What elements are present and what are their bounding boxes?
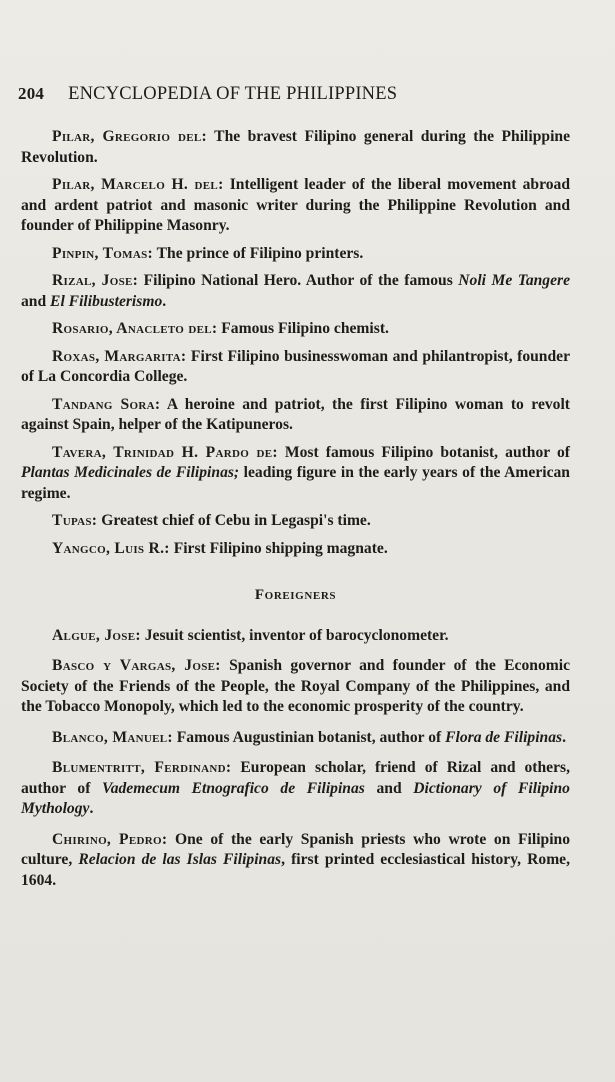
entry-text: First Filipino shipping magnate. [169, 539, 388, 557]
entry-work-title: Noli Me Tangere [458, 272, 571, 289]
entry-name: Basco y Vargas, Jose: [52, 657, 221, 674]
entry-name: Tandang Sora: [52, 395, 161, 413]
entry-pilar-gregorio [21, 127, 570, 168]
entry-name: Yangco, Luis R.: [52, 539, 170, 557]
entry-name: Blumentritt, Ferdinand: [52, 759, 232, 776]
entry-text: One of the early Spanish priests who wrote on Filipino culture, [21, 830, 571, 868]
entry-name: Tavera, Trinidad H. Pardo de: [52, 443, 278, 461]
entry-work-title: El Filibusterismo [50, 292, 163, 310]
entry-rosario [21, 319, 570, 340]
entry-name: Blanco, Manuel: [52, 728, 173, 746]
entry-text: Jesuit scientist, inventor of barocyclonometer. [140, 626, 449, 644]
header-title: ENCYCLOPEDIA OF THE PHILIPPINES [68, 84, 398, 104]
entry-tupas [21, 511, 570, 532]
page-number: 204 [18, 84, 45, 103]
entry-work-title: Flora de Filipinas [445, 728, 563, 746]
entry-text: Famous Filipino chemist. [217, 320, 389, 337]
entry-text: The bravest Filipino general during the Philippine Revolution. [21, 128, 570, 166]
entry-work-title: Relacion de las Islas Filipinas [78, 851, 282, 868]
entry-text: The prince of Filipino printers. [153, 244, 364, 262]
entry-name: Tupas: [52, 512, 98, 529]
entry-list [21, 127, 570, 901]
entry-blumentritt [21, 758, 570, 820]
entry-algue [21, 626, 570, 647]
entry-name: Pilar, Gregorio del: [52, 128, 207, 145]
entry-text: leading figure in the early years of the American regime. [21, 464, 570, 502]
entry-work-title: Dictionary of Filipino Mythology [21, 779, 570, 817]
entry-text: , first printed ecclesiastical history, Rome, 1604. [21, 851, 570, 889]
entry-text: Greatest chief of Cebu in Legaspi's time. [97, 512, 371, 529]
entry-name: Pilar, Marcelo H. del: [52, 176, 224, 193]
entry-text: A heroine and patriot, the first Filipino woman to revolt against Spain, helper of the Katipuneros. [21, 395, 570, 433]
entry-text: Filipino National Hero. Author of the famous [138, 272, 459, 289]
entry-text: . [562, 728, 566, 746]
entry-text: Spanish governor and founder of the Economic Society of the Friends of the People, the Royal Company of the Philippines, and the Tobacco Monopoly, which led to the economic prosperity of the country. [21, 657, 570, 715]
running-header [18, 84, 397, 105]
entry-text: and [21, 292, 51, 310]
entry-text: Most famous Filipino botanist, author of [277, 443, 570, 461]
entry-pinpin [21, 244, 570, 265]
entry-yangco [21, 539, 570, 560]
section-heading: Foreigners [254, 587, 337, 603]
entry-text: . [162, 292, 167, 310]
entry-work-title: Vademecum Etnografico de Filipinas [102, 779, 365, 797]
entry-work-title: Plantas Medicinales de Filipinas; [21, 464, 240, 481]
entry-name: Roxas, Margarita: [52, 347, 187, 365]
entry-pilar-marcelo [21, 175, 570, 237]
entry-tandang-sora [21, 395, 570, 436]
entry-basco [21, 656, 570, 718]
entry-text: European scholar, friend of Rizal and others, author of [21, 759, 570, 797]
entry-text: Famous Augustinian botanist, author of [172, 728, 446, 746]
entry-chirino [21, 830, 570, 892]
entry-name: Pinpin, Tomas: [52, 244, 154, 262]
entry-name: Rizal, Jose: [52, 272, 139, 289]
entry-text: . [89, 800, 94, 817]
entry-rizal [21, 271, 570, 312]
entry-text: Intelligent leader of the liberal movement abroad and ardent patriot and masonic writer during the Philippine Revolution and founder of Philippine Masonry. [21, 176, 570, 234]
entry-name: Chirino, Pedro: [52, 830, 168, 848]
entry-roxas [21, 347, 570, 388]
entry-text: First Filipino businesswoman and philantropist, founder of La Concordia College. [21, 347, 570, 385]
entry-name: Algue, Jose: [52, 626, 141, 644]
entry-blanco [21, 728, 570, 749]
entry-text: and [364, 779, 414, 797]
entry-tavera [21, 443, 570, 505]
entry-name: Rosario, Anacleto del: [52, 320, 218, 337]
